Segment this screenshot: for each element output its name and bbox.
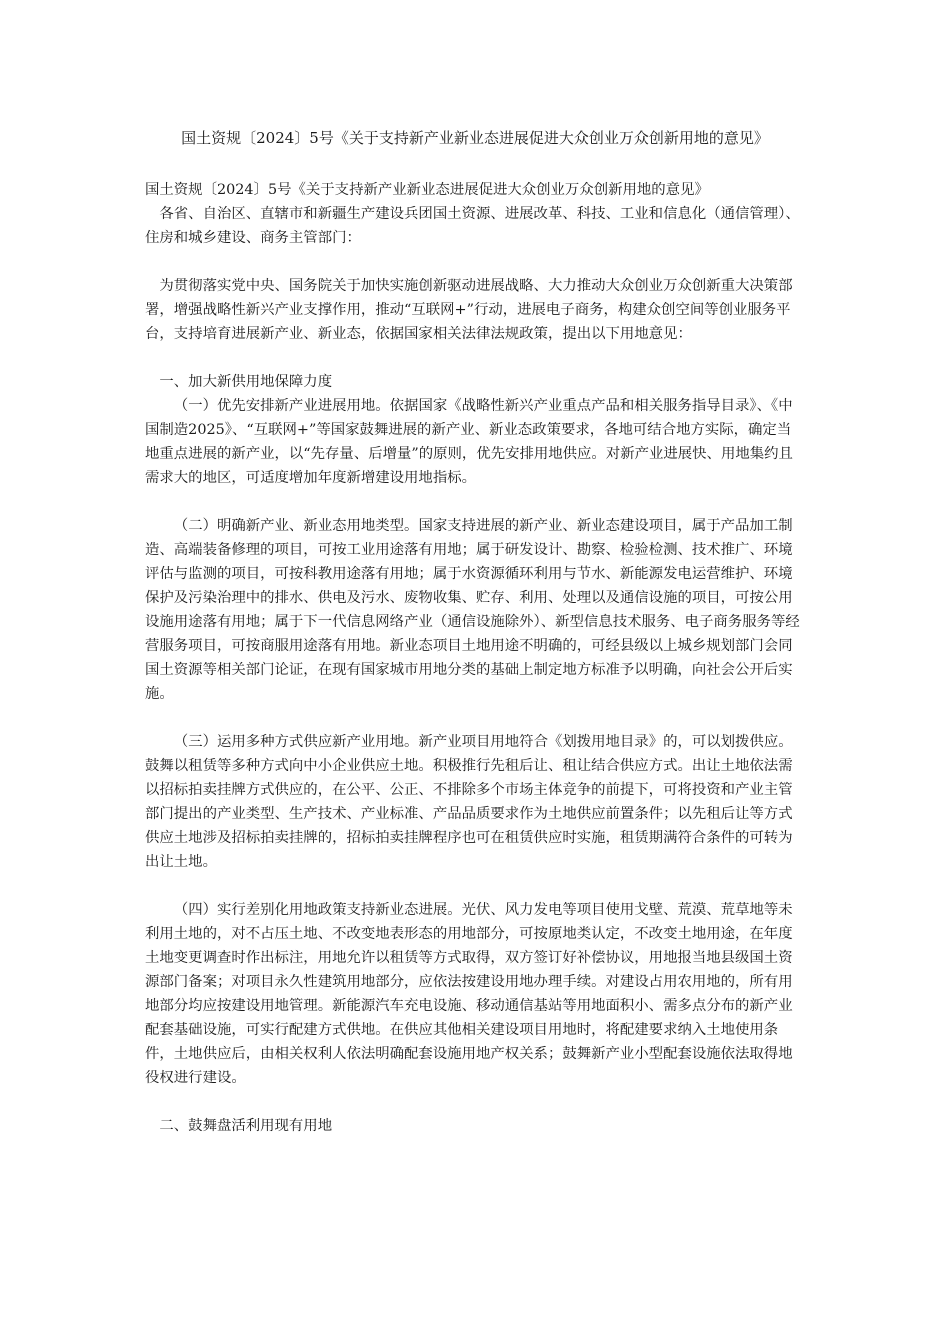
paragraph-1: （一）优先安排新产业进展用地。依据国家《战略性新兴产业重点产品和相关服务指导目录》、《中国制造2025》、“互联网+”等国家鼓舞进展的新产业、新业态政策要求，各地可结合地方实际，确定当地重点进展的新产业，以“先存量、后增量”的原则，优先安排用地供应。对新产业进展快、用地集约且需求大的地区，可适度增加年度新增建设用地指标。 — [145, 398, 793, 486]
document-title: 国土资规〔2024〕5号《关于支持新产业新业态进展促进大众创业万众创新用地的意见》 — [181, 129, 769, 147]
spacer — [145, 346, 805, 370]
paragraph-2: （二）明确新产业、新业态用地类型。国家支持进展的新产业、新业态建设项目，属于产品加工制造、高端装备修理的项目，可按工业用途落有用地；属于研发设计、勘察、检验检测、技术推广、环境评估与监测的项目，可按科教用途落有用地；属于水资源循环利用与节水、新能源发电运营维护、环境保护及污染治理中的排水、供电及污水、废物收集、贮存、利用、处理以及通信设施的项目，可按公用设施用途落有用地；属于下一代信息网络产业（通信设施除外）、新型信息技术服务、电子商务服务等经营服务项目，可按商服用途落有用地。新业态项目土地用途不明确的，可经县级以上城乡规划部门会同国土资源等相关部门论证，在现有国家城市用地分类的基础上制定地方标准予以明确，向社会公开后实施。 — [145, 518, 800, 702]
paragraph-4: （四）实行差别化用地政策支持新业态进展。光伏、风力发电等项目使用戈壁、荒漠、荒草地等未利用土地的，对不占压土地、不改变地表形态的用地部分，可按原地类认定，不改变土地用途，在年度土地变更调查时作出标注，用地允许以租赁等方式取得，双方签订好补偿协议，用地报当地县级国土资源部门备案；对项目永久性建筑用地部分，应依法按建设用地办理手续。对建设占用农用地的，所有用地部分均应按建设用地管理。新能源汽车充电设施、移动通信基站等用地面积小、需多点分布的新产业配套基础设施，可实行配建方式供地。在供应其他相关建设项目用地时，将配建要求纳入土地使用条件，土地供应后，由相关权利人依法明确配套设施用地产权关系；鼓舞新产业小型配套设施依法取得地役权进行建设。 — [145, 902, 793, 1086]
section-1-heading: 一、加大新供用地保障力度 — [159, 374, 333, 390]
document-body — [145, 178, 805, 1138]
section-2-heading: 二、鼓舞盘活利用现有用地 — [159, 1118, 333, 1134]
spacer — [145, 874, 805, 898]
spacer — [145, 706, 805, 730]
document-subtitle: 国土资规〔2024〕5号《关于支持新产业新业态进展促进大众创业万众创新用地的意见》 — [145, 182, 709, 198]
spacer — [145, 490, 805, 514]
addressee-paragraph: 各省、自治区、直辖市和新疆生产建设兵团国土资源、进展改革、科技、工业和信息化（通信管理）、住房和城乡建设、商务主管部门： — [145, 206, 800, 246]
spacer — [145, 250, 805, 274]
paragraph-3: （三）运用多种方式供应新产业用地。新产业项目用地符合《划拨用地目录》的，可以划拨供应。鼓舞以租赁等多种方式向中小企业供应土地。积极推行先租后让、租让结合供应方式。出让土地依法需以招标拍卖挂牌方式供应的，在公平、公正、不排除多个市场主体竞争的前提下，可将投资和产业主管部门提出的产业类型、生产技术、产业标准、产品品质要求作为土地供应前置条件；以先租后让等方式供应土地涉及招标拍卖挂牌的，招标拍卖挂牌程序也可在租赁供应时实施，租赁期满符合条件的可转为出让土地。 — [145, 734, 793, 870]
spacer — [145, 1090, 805, 1114]
intro-paragraph: 为贯彻落实党中央、国务院关于加快实施创新驱动进展战略、大力推动大众创业万众创新重大决策部署，增强战略性新兴产业支撑作用，推动“互联网+”行动，进展电子商务，构建众创空间等创业服务平台，支持培育进展新产业、新业态，依据国家相关法律法规政策，提出以下用地意见： — [145, 278, 793, 342]
